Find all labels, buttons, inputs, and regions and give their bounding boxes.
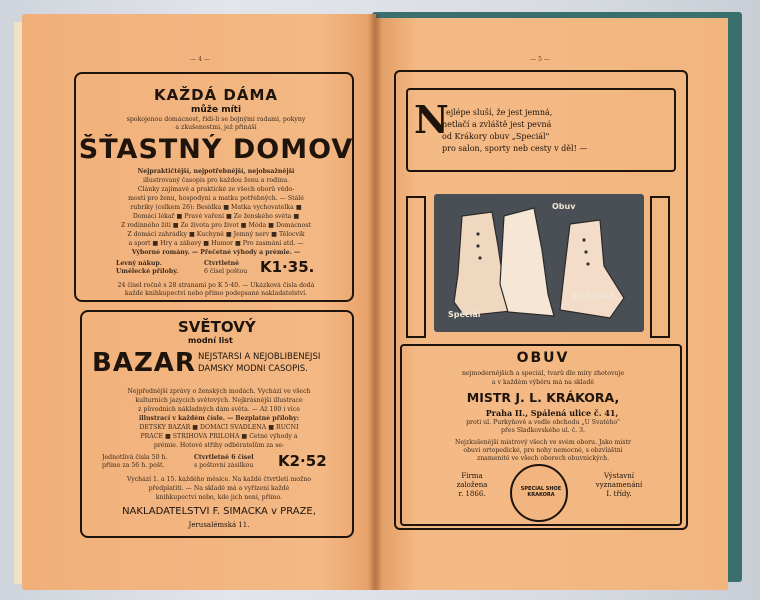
ad-sub-line: předplatiti. — Na skladě má a vyřízení každé [148, 485, 290, 492]
ad-top-line: ejlépe sluší, že jest jemná, [446, 108, 553, 117]
ad-body-line: Články zajímavé a praktické ze všech oborů vědo- [137, 186, 295, 193]
founded-line: Firma [461, 472, 483, 480]
price-note-left: Jednotlivá čísla 50 h. [102, 454, 168, 461]
label-special: Speciál [448, 310, 481, 319]
ad-body-line: obuvi ortopedické, pro nohy nemocné, s obzvláštní [463, 447, 623, 454]
price-note-left: Levný nákup. [116, 260, 162, 267]
ad-body-line: Domácí lékař ■ Pravé vaření ■ Ze ženského světa ■ [132, 213, 300, 220]
ad-body-line: z původních nákladných dám světa. — Až 100 i více [138, 406, 300, 413]
ad-footer-line: každé knihkupectví nebo přímo podepsané nakladatelství. [124, 290, 308, 297]
ad-body-line: rubriky (celkem 26): Besídka ■ Matka vychovatelka ■ [130, 204, 302, 211]
ad-body-line: illustrovaný časopis pro každou ženu a rodinu. [142, 177, 290, 184]
page-number-left: — 4 — [190, 56, 210, 63]
ad-body-line: DĚTSKÝ BAZAR ■ DOMÁCÍ SVADLENA ■ RUČNÍ [139, 424, 299, 431]
award-note [582, 472, 656, 499]
label-krakora: KRÁKORA [572, 292, 616, 301]
award-line: vyznamenání [595, 481, 643, 489]
ad-line-kazda-dama: KAŽDÁ DÁMA [154, 86, 278, 104]
ad-body-line: mostí pro ženu, hospodyni a matku potřebných. — Stálé [128, 195, 304, 202]
publisher-address: Jerusalémská 11. [188, 521, 250, 529]
ad-maker-address: Praha II., Spálená ulice č. 41, [485, 408, 619, 418]
ad-intro-1: spokojenou domácnost, řídí-li se bojnými radami, pokyny [126, 116, 306, 123]
ad-line-modni-list: modní list [188, 336, 233, 345]
ad-title-obuv: OBUV [516, 350, 570, 366]
ad-top-line: pro salon, sporty neb cesty v děl! — [442, 144, 588, 153]
publisher-name: NAKLADATELSTVÍ F. ŠIMÁČKA v PRAZE, [122, 506, 316, 517]
price-note-mid: s poštovní zásilkou [194, 462, 254, 469]
founded-line: r. 1866. [458, 490, 486, 498]
ad-sub-line: knihkupectví nebo, kde jich není, přímo. [155, 494, 283, 501]
price-value: K1·35. [260, 258, 315, 276]
price-note-mid: Čtvrtletně [204, 260, 240, 267]
shoe-illustration [434, 194, 644, 332]
ad-body-line: illustrací v každém čísle. — Bezplatné přílohy: [138, 415, 300, 422]
ad-maker-name: MISTR J. L. KRÁKORA, [466, 390, 620, 405]
price-note-left: Umělecké přílohy. [116, 268, 179, 275]
page-number-right: — 5 — [530, 56, 550, 63]
ad-bazar [80, 310, 354, 538]
ad-top-panel [406, 88, 676, 172]
ad-address-note: přes Sladkovského ul. č. 3. [500, 427, 586, 434]
label-obuv: Obuv [552, 202, 576, 211]
ad-slogan: NEJSTARŠÍ A NEJOBLÍBENĚJŠÍ [198, 352, 321, 362]
ad-body-line: Výborné romány. — Přečetné výhody a prémie. — [131, 249, 301, 256]
ad-address-note: proti ul. Purkyňově a vedle obchodu „U Svatého" [466, 419, 620, 426]
ad-body-line: Nejpraktičtější, nejpotřebnější, nejobsažnější [137, 168, 295, 175]
ad-obuv-panel [400, 344, 682, 526]
ad-body-line: Nejpřednější zprávy o ženských modách. Vychází ve všech [127, 388, 311, 395]
ad-sub-line: Vychází 1. a 15. každého měsíce. Na každé čtvrtletí možno [126, 476, 312, 483]
price-value: K2·52 [278, 452, 327, 470]
seal-text: SPECIAL SHOE KRAKORA [520, 486, 562, 498]
ad-body-line: PRÁCE ■ STŘIHOVÁ PŘÍLOHA ■ Četné výhody a [140, 433, 298, 440]
ad-krakora-frame [394, 70, 688, 530]
krakora-seal [510, 464, 568, 522]
ad-body-line: Z rodinného žití ■ Ze života pro život ■ Móda ■ Domácnost [120, 222, 312, 229]
ad-body-line: Nejzkušenější mistrový všech ve svém oboru. Jako mistr [454, 439, 632, 446]
founded-line: založena [456, 481, 488, 489]
shoe-right [560, 220, 624, 318]
price-note-mid: 6 čísel poštou [204, 268, 248, 275]
ad-title-stastny-domov: ŠŤASTNÝ DOMOV [78, 134, 354, 165]
shoe-middle [500, 208, 554, 316]
ad-line-muze-miti: může míti [190, 105, 242, 115]
award-line: Výstavní [603, 472, 634, 480]
ad-body-line: kulturních jazycích světových. Nejkrásnější illustrace [135, 397, 303, 404]
ad-intro-line: nejmodernějších a speciál, tvarů dle míry zhotovuje [461, 370, 625, 377]
ad-top-line: netlačí a zvláště jest pevná [442, 120, 552, 129]
ad-title-bazar: BAZAR [92, 348, 196, 378]
ad-top-line: od Krákory obuv „Speciál" [442, 132, 550, 141]
price-note-mid: Čtvrtletně 6 čísel [194, 454, 254, 461]
ad-intro-line: a v každém výběru má na skladě [491, 379, 595, 386]
decorative-strip-left [406, 196, 426, 338]
ad-slogan: DÁMSKÝ MODNÍ ČASOPIS. [198, 364, 308, 374]
founded-note [442, 472, 502, 499]
ad-body-line: prémie. Hotové střihy odběratelům za se- [153, 442, 285, 449]
price-note-left: přímo za 56 h. pošt. [102, 462, 165, 469]
ad-body-line: a sport ■ Hry a zábavy ■ Humor ■ Pro zasmání atd. — [128, 240, 304, 247]
ad-stastny-domov [74, 72, 354, 302]
decorative-strip-right [650, 196, 670, 338]
ad-line-svetovy: SVĚTOVÝ [178, 318, 256, 336]
drop-cap: N [414, 97, 449, 142]
award-line: I. třídy. [606, 490, 632, 498]
ad-intro-2: a zkušenostmi, jež přináší [175, 124, 257, 131]
ad-footer-line: 24 čísel ročně s 28 stranami po K 5·40. — Ukázková čísla dodá [117, 282, 315, 289]
book-gutter [368, 14, 382, 590]
ad-body-line: znamenitě ve všech oborech obuvnických. [476, 455, 610, 462]
ad-body-line: Z domácí zahrádky ■ Kuchyně ■ Jemný nerv ■ Tělocvik [127, 231, 305, 238]
